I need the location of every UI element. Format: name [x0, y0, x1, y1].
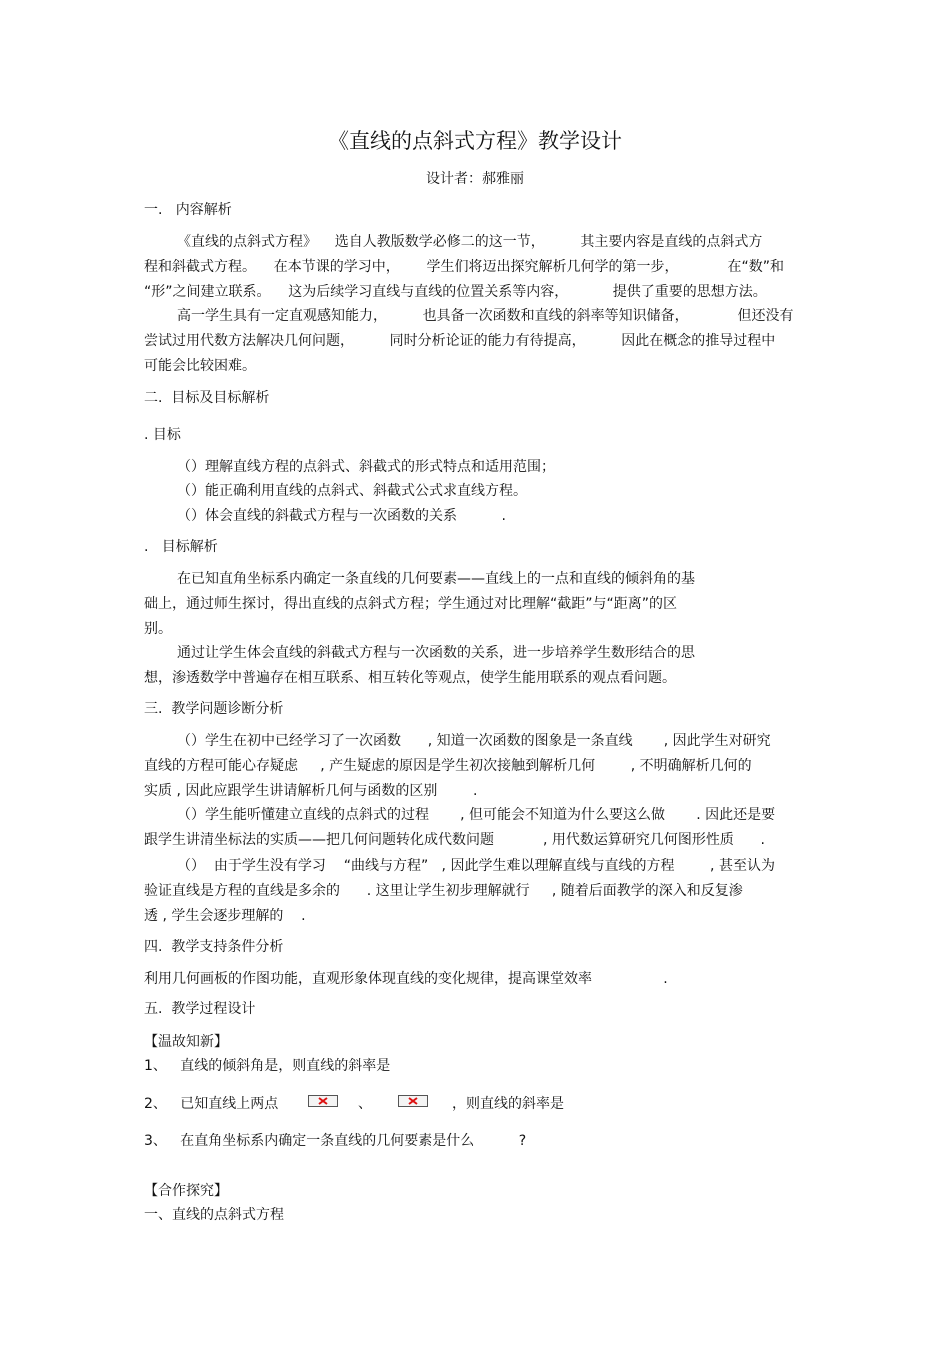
- paragraph-line: （）学生能听懂建立直线的点斜式的过程 , 但可能会不知道为什么要这么做 . 因此还是要: [177, 807, 776, 823]
- analysis-heading: . 目标解析: [144, 539, 218, 555]
- question-2-prefix: 2、 已知直线上两点: [144, 1096, 279, 1112]
- section-4-heading: 四. 教学支持条件分析: [144, 939, 284, 955]
- section-5-heading: 五. 教学过程设计: [144, 1001, 256, 1017]
- review-heading: 【温故知新】: [144, 1034, 228, 1050]
- paragraph-line: 尝试过用代数方法解决几何问题， 同时分析论证的能力有待提高， 因此在概念的推导过程中: [144, 333, 776, 349]
- paragraph-line: 别。: [144, 621, 172, 637]
- question-2-separator: 、: [358, 1096, 372, 1112]
- paragraph-line: 直线的方程可能心存疑虑 , 产生疑虑的原因是学生初次接触到解析几何 , 不明确解析几何的: [144, 758, 752, 774]
- paragraph-line: 程和斜截式方程。 在本节课的学习中， 学生们将迈出探究解析几何学的第一步， 在“数”和: [144, 259, 784, 275]
- paragraph-line: 想，渗透数学中普遍存在相互联系、相互转化等观点，使学生能用联系的观点看问题。: [144, 670, 676, 686]
- paragraph-line: “形”之间建立联系。 这为后续学习直线与直线的位置关系等内容， 提供了重要的思想方法。: [144, 284, 767, 300]
- paragraph-line: 透 , 学生会逐步理解的 .: [144, 908, 306, 924]
- document-title: 《直线的点斜式方程》教学设计: [328, 129, 622, 153]
- paragraph-line: （） 由于学生没有学习 “曲线与方程” , 因此学生难以理解直线与直线的方程 , 甚至认为: [177, 858, 775, 874]
- paragraph-line: 础上，通过师生探讨，得出直线的点斜式方程；学生通过对比理解“截距”与“距离”的区: [144, 596, 678, 612]
- question-3: 3、 在直角坐标系内确定一条直线的几何要素是什么 ?: [144, 1133, 527, 1149]
- paragraph-line: 验证直线是方程的直线是多余的 . 这里让学生初步理解就行 , 随着后面教学的深入和反复渗: [144, 883, 743, 899]
- paragraph-line: （）学生在初中已经学习了一次函数 , 知道一次函数的图象是一条直线 , 因此学生对研究: [177, 733, 771, 749]
- question-2-suffix: ，则直线的斜率是: [452, 1096, 564, 1112]
- author-line: 设计者：郝雅丽: [426, 171, 524, 187]
- question-1: 1、 直线的倾斜角是，则直线的斜率是: [144, 1058, 391, 1074]
- paragraph-line: 跟学生讲清坐标法的实质——把几何问题转化成代数问题 , 用代数运算研究几何图形性质 .: [144, 832, 766, 848]
- paragraph-line: 在已知直角坐标系内确定一条直线的几何要素——直线上的一点和直线的倾斜角的基: [177, 571, 695, 587]
- goal-heading: . 目标: [144, 427, 181, 443]
- broken-image-icon: [308, 1095, 338, 1107]
- paragraph-line: 《直线的点斜式方程》 选自人教版数学必修二的这一节， 其主要内容是直线的点斜式方: [177, 234, 763, 250]
- goal-item: （）理解直线方程的点斜式、斜截式的形式特点和适用范围；: [177, 459, 555, 475]
- paragraph-line: 高一学生具有一定直观感知能力， 也具备一次函数和直线的斜率等知识储备， 但还没有: [177, 308, 794, 324]
- section-3-heading: 三. 教学问题诊断分析: [144, 701, 284, 717]
- broken-image-icon: [398, 1095, 428, 1107]
- paragraph-line: 实质 , 因此应跟学生讲请解析几何与函数的区别 .: [144, 783, 478, 799]
- subsection-heading: 一、直线的点斜式方程: [144, 1207, 284, 1223]
- paragraph-line: 通过让学生体会直线的斜截式方程与一次函数的关系，进一步培养学生数形结合的思: [177, 645, 695, 661]
- section-2-heading: 二. 目标及目标解析: [144, 390, 270, 406]
- section-1-heading: 一. 内容解析: [144, 202, 232, 218]
- goal-item: （）能正确利用直线的点斜式、斜截式公式求直线方程。: [177, 483, 527, 499]
- goal-item: （）体会直线的斜截式方程与一次函数的关系 .: [177, 508, 506, 524]
- paragraph-line: 利用几何画板的作图功能，直观形象体现直线的变化规律，提高课堂效率 .: [144, 971, 668, 987]
- coop-heading: 【合作探究】: [144, 1183, 228, 1199]
- paragraph-line: 可能会比较困难。: [144, 358, 256, 374]
